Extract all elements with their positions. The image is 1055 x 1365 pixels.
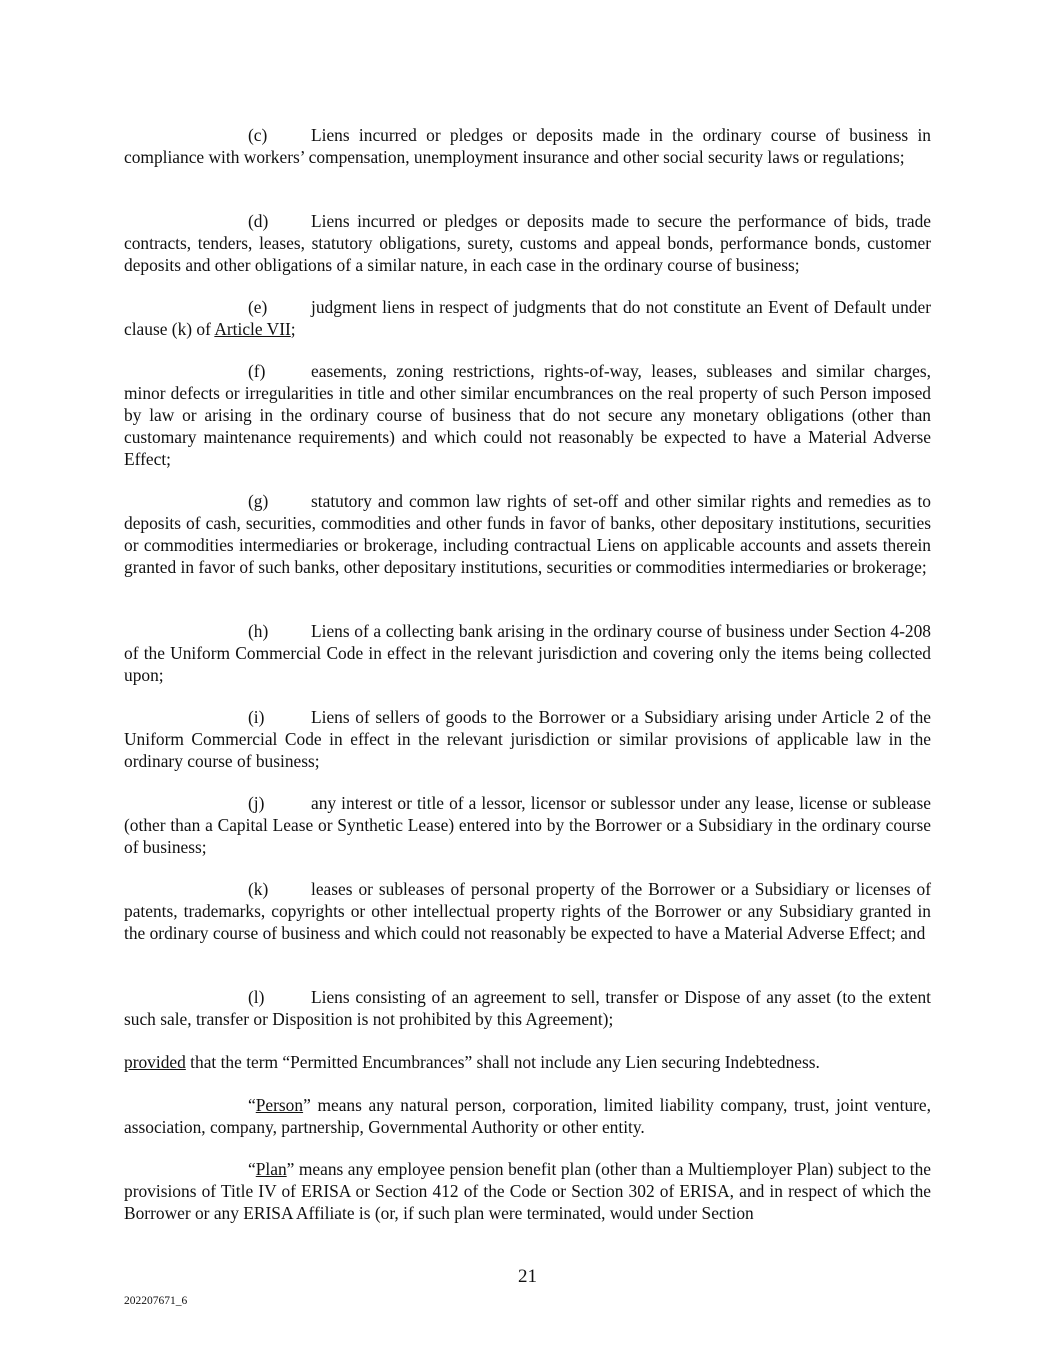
clause-label: (f)	[248, 361, 266, 381]
definition-text: ” means any natural person, corporation, limited liability company, trust, joint venture, association, company, partnership, Governmental Authority or other entity.	[124, 1095, 931, 1137]
clause-l	[124, 986, 931, 1030]
clause-label: (i)	[248, 707, 265, 727]
clause-text: easements, zoning restrictions, rights-of-way, leases, subleases and similar charges, minor defects or irregularities in title and other similar encumbrances on the real property of such Person imposed by law or arising in the ordinary course of business that do not secure any monetary obligations (other than customary maintenance requirements) and which could not reasonably be expected to have a Material Adverse Effect;	[124, 361, 931, 469]
clause-text: Liens incurred or pledges or deposits made in the ordinary course of business in compliance with workers’ compensation, unemployment insurance and other social security laws or regulations;	[124, 125, 931, 167]
clause-g	[124, 490, 931, 578]
defined-term-plan: Plan	[255, 1159, 287, 1179]
clause-label: (j)	[248, 793, 265, 813]
clause-text: judgment liens in respect of judgments that do not constitute an Event of Default under clause (k) of	[124, 297, 931, 339]
proviso-paragraph	[124, 1051, 931, 1073]
clause-i	[124, 706, 931, 772]
clause-label: (h)	[248, 621, 269, 641]
clause-k	[124, 878, 931, 944]
clause-text: Liens consisting of an agreement to sell, transfer or Dispose of any asset (to the extent such sale, transfer or Disposition is not prohibited by this Agreement);	[124, 987, 931, 1029]
definition-person	[124, 1094, 931, 1138]
open-quote: “	[248, 1159, 256, 1179]
definition-text: ” means any employee pension benefit plan (other than a Multiemployer Plan) subject to the provisions of Title IV of ERISA or Section 412 of the Code or Section 302 of ERISA, and in respect of which the Borrower or any ERISA Affiliate is (or, if such plan were terminated, would under Section	[124, 1159, 931, 1223]
proviso-text: that the term “Permitted Encumbrances” shall not include any Lien securing Indebtedness.	[185, 1052, 820, 1072]
clause-text: Liens of a collecting bank arising in the ordinary course of business under Section 4-208 of the Uniform Commercial Code in effect in the relevant jurisdiction and covering only the items being collected upon;	[124, 621, 931, 685]
clause-label: (k)	[248, 879, 269, 899]
clause-label: (e)	[248, 297, 268, 317]
article-vii-link[interactable]: Article VII	[214, 319, 291, 339]
clause-label: (d)	[248, 211, 269, 231]
clause-f	[124, 360, 931, 470]
definition-plan	[124, 1158, 931, 1224]
clause-label: (c)	[248, 125, 268, 145]
defined-term-person: Person	[255, 1095, 304, 1115]
clause-label: (g)	[248, 491, 269, 511]
clause-c	[124, 124, 931, 168]
clause-e	[124, 296, 931, 340]
clause-text: Liens of sellers of goods to the Borrower or a Subsidiary arising under Article 2 of the Uniform Commercial Code in effect in the relevant jurisdiction or similar provisions of applicable law in the ordinary course of business;	[124, 707, 931, 771]
document-id: 202207671_6	[124, 1295, 188, 1307]
clause-text: Liens incurred or pledges or deposits made to secure the performance of bids, trade contracts, tenders, leases, statutory obligations, surety, customs and appeal bonds, performance bonds, customer deposits and other obligations of a similar nature, in each case in the ordinary course of business;	[124, 211, 931, 275]
clause-text: statutory and common law rights of set-off and other similar rights and remedies as to deposits of cash, securities, commodities and other funds in favor of banks, other depositary institutions, securities or commodities intermediaries or brokerage, including contractual Liens on applicable accounts and assets therein granted in favor of such banks, other depositary institutions, securities or commodities intermediaries or brokerage;	[124, 491, 931, 577]
clause-text: any interest or title of a lessor, licensor or sublessor under any lease, license or sublease (other than a Capital Lease or Synthetic Lease) entered into by the Borrower or a Subsidiary in the ordinary course of business;	[124, 793, 931, 857]
page-number: 21	[518, 1266, 537, 1287]
clause-text-end: ;	[290, 319, 296, 339]
clause-label: (l)	[248, 987, 265, 1007]
clause-h	[124, 620, 931, 686]
provided-term: provided	[124, 1052, 186, 1072]
clause-j	[124, 792, 931, 858]
clause-text: leases or subleases of personal property of the Borrower or a Subsidiary or licenses of patents, trademarks, copyrights or other intellectual property rights of the Borrower or any Subsidiary granted in the ordinary course of business and which could not reasonably be expected to have a Material Adverse Effect; and	[124, 879, 931, 943]
open-quote: “	[248, 1095, 256, 1115]
clause-d	[124, 210, 931, 276]
